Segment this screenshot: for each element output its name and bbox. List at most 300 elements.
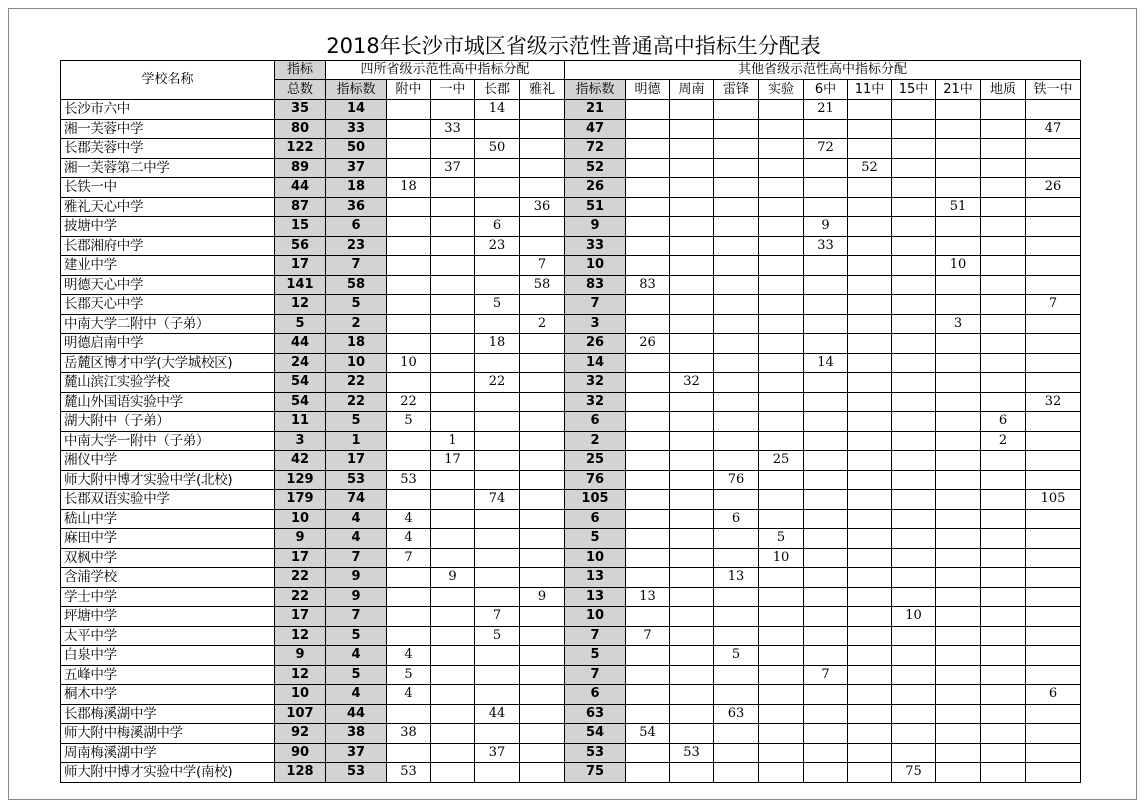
four-schools-cell <box>431 139 475 159</box>
other-schools-quota: 26 <box>565 178 626 198</box>
header-col-changjun: 长郡 <box>475 80 520 100</box>
four-schools-cell <box>520 451 565 471</box>
other-schools-cell <box>936 295 981 315</box>
four-schools-cell <box>475 763 520 783</box>
other-schools-quota: 7 <box>565 665 626 685</box>
table-row <box>61 763 1081 783</box>
four-schools-quota: 7 <box>326 548 387 568</box>
other-schools-cell: 53 <box>670 743 714 763</box>
four-schools-cell <box>520 490 565 510</box>
other-schools-cell <box>670 334 714 354</box>
header-col-shiyan: 实验 <box>759 80 804 100</box>
four-schools-cell <box>475 275 520 295</box>
other-schools-cell <box>1026 275 1081 295</box>
four-schools-cell: 5 <box>475 626 520 646</box>
other-schools-cell <box>1026 704 1081 724</box>
other-schools-cell <box>981 119 1026 139</box>
other-schools-quota: 75 <box>565 763 626 783</box>
other-schools-cell <box>804 509 848 529</box>
table-row <box>61 743 1081 763</box>
other-schools-cell <box>670 236 714 256</box>
other-schools-cell <box>714 412 759 432</box>
other-schools-cell <box>1026 256 1081 276</box>
other-schools-cell <box>670 626 714 646</box>
other-schools-cell <box>714 607 759 627</box>
other-schools-cell <box>1026 587 1081 607</box>
other-schools-cell <box>626 704 670 724</box>
four-schools-cell <box>475 646 520 666</box>
other-schools-cell <box>981 353 1026 373</box>
other-schools-cell <box>626 412 670 432</box>
total-quota: 54 <box>275 373 326 393</box>
four-schools-cell <box>475 256 520 276</box>
other-schools-cell <box>804 685 848 705</box>
other-schools-cell: 10 <box>892 607 936 627</box>
other-schools-cell <box>804 158 848 178</box>
other-schools-quota: 7 <box>565 626 626 646</box>
other-schools-cell <box>804 119 848 139</box>
four-schools-cell <box>520 236 565 256</box>
other-schools-cell <box>892 100 936 120</box>
four-schools-cell: 9 <box>520 587 565 607</box>
header-col-15zhong: 15中 <box>892 80 936 100</box>
other-schools-quota: 3 <box>565 314 626 334</box>
other-schools-cell <box>1026 724 1081 744</box>
header-count2: 指标数 <box>565 80 626 100</box>
other-schools-cell <box>936 646 981 666</box>
other-schools-cell <box>714 763 759 783</box>
other-schools-cell <box>714 158 759 178</box>
other-schools-cell <box>936 626 981 646</box>
other-schools-cell <box>714 314 759 334</box>
four-schools-cell <box>475 197 520 217</box>
other-schools-cell <box>848 665 892 685</box>
other-schools-cell <box>1026 646 1081 666</box>
other-schools-cell <box>848 236 892 256</box>
other-schools-cell: 75 <box>892 763 936 783</box>
four-schools-cell <box>431 353 475 373</box>
other-schools-cell <box>936 490 981 510</box>
other-schools-cell <box>892 548 936 568</box>
other-schools-cell <box>848 763 892 783</box>
other-schools-cell <box>981 392 1026 412</box>
other-schools-cell <box>1026 139 1081 159</box>
four-schools-cell <box>431 100 475 120</box>
other-schools-cell <box>759 100 804 120</box>
other-schools-cell: 3 <box>936 314 981 334</box>
table-row <box>61 373 1081 393</box>
header-col-dizhi: 地质 <box>981 80 1026 100</box>
other-schools-cell <box>759 256 804 276</box>
school-name: 坪塘中学 <box>61 607 275 627</box>
other-schools-cell <box>626 139 670 159</box>
school-name: 长沙市六中 <box>61 100 275 120</box>
other-schools-cell <box>848 373 892 393</box>
other-schools-quota: 32 <box>565 392 626 412</box>
other-schools-cell <box>804 587 848 607</box>
other-schools-cell <box>848 353 892 373</box>
total-quota: 122 <box>275 139 326 159</box>
four-schools-cell <box>520 139 565 159</box>
other-schools-cell <box>1026 529 1081 549</box>
other-schools-cell <box>1026 548 1081 568</box>
school-name: 太平中学 <box>61 626 275 646</box>
other-schools-cell <box>804 197 848 217</box>
other-schools-quota: 6 <box>565 412 626 432</box>
other-schools-cell <box>626 431 670 451</box>
other-schools-cell <box>848 548 892 568</box>
other-schools-cell: 13 <box>626 587 670 607</box>
other-schools-cell: 105 <box>1026 490 1081 510</box>
four-schools-quota: 58 <box>326 275 387 295</box>
other-schools-quota: 5 <box>565 529 626 549</box>
school-name: 长郡湘府中学 <box>61 236 275 256</box>
four-schools-cell <box>387 158 431 178</box>
other-schools-cell <box>936 412 981 432</box>
header-col-6zhong: 6中 <box>804 80 848 100</box>
four-schools-cell <box>475 412 520 432</box>
other-schools-cell <box>670 490 714 510</box>
other-schools-quota: 2 <box>565 431 626 451</box>
other-schools-cell <box>626 685 670 705</box>
other-schools-cell <box>804 704 848 724</box>
other-schools-cell <box>848 217 892 237</box>
four-schools-cell <box>431 470 475 490</box>
other-schools-cell <box>670 665 714 685</box>
four-schools-cell <box>520 470 565 490</box>
other-schools-cell <box>848 178 892 198</box>
other-schools-cell <box>670 529 714 549</box>
four-schools-cell <box>387 451 431 471</box>
other-schools-quota: 10 <box>565 607 626 627</box>
other-schools-cell <box>848 490 892 510</box>
other-schools-cell <box>936 119 981 139</box>
other-schools-cell <box>804 529 848 549</box>
other-schools-cell <box>981 763 1026 783</box>
other-schools-cell <box>759 724 804 744</box>
four-schools-quota: 9 <box>326 568 387 588</box>
other-schools-cell <box>804 295 848 315</box>
table-row <box>61 236 1081 256</box>
other-schools-cell <box>981 587 1026 607</box>
total-quota: 12 <box>275 626 326 646</box>
table-row <box>61 607 1081 627</box>
four-schools-cell <box>475 178 520 198</box>
other-schools-cell <box>936 334 981 354</box>
four-schools-cell <box>520 295 565 315</box>
other-schools-cell <box>848 470 892 490</box>
other-schools-cell <box>759 743 804 763</box>
total-quota: 12 <box>275 665 326 685</box>
four-schools-quota: 53 <box>326 470 387 490</box>
other-schools-cell <box>936 470 981 490</box>
other-schools-quota: 6 <box>565 509 626 529</box>
school-name: 长郡芙蓉中学 <box>61 139 275 159</box>
four-schools-cell: 38 <box>387 724 431 744</box>
other-schools-cell <box>626 314 670 334</box>
other-schools-cell <box>892 412 936 432</box>
total-quota: 90 <box>275 743 326 763</box>
school-name: 白泉中学 <box>61 646 275 666</box>
four-schools-cell <box>475 431 520 451</box>
four-schools-quota: 7 <box>326 256 387 276</box>
other-schools-cell <box>714 100 759 120</box>
other-schools-cell <box>848 704 892 724</box>
school-name: 长郡天心中学 <box>61 295 275 315</box>
four-schools-cell: 7 <box>520 256 565 276</box>
total-quota: 35 <box>275 100 326 120</box>
other-schools-cell <box>936 529 981 549</box>
four-schools-cell <box>520 431 565 451</box>
other-schools-cell <box>670 587 714 607</box>
other-schools-cell <box>714 236 759 256</box>
other-schools-cell <box>892 568 936 588</box>
other-schools-cell <box>892 256 936 276</box>
other-schools-cell <box>981 646 1026 666</box>
other-schools-cell <box>936 158 981 178</box>
other-schools-quota: 5 <box>565 646 626 666</box>
four-schools-quota: 36 <box>326 197 387 217</box>
other-schools-cell: 5 <box>714 646 759 666</box>
table-row <box>61 412 1081 432</box>
four-schools-cell <box>387 119 431 139</box>
other-schools-cell <box>759 295 804 315</box>
other-schools-cell <box>759 334 804 354</box>
other-schools-cell <box>714 529 759 549</box>
other-schools-cell <box>981 139 1026 159</box>
four-schools-cell: 4 <box>387 685 431 705</box>
other-schools-cell <box>804 724 848 744</box>
total-quota: 141 <box>275 275 326 295</box>
page-title: 2018年长沙市城区省级示范性普通高中指标生分配表 <box>326 34 821 58</box>
school-name: 麻田中学 <box>61 529 275 549</box>
other-schools-cell <box>670 256 714 276</box>
other-schools-cell <box>670 314 714 334</box>
other-schools-cell <box>981 256 1026 276</box>
header-col-leifeng: 雷锋 <box>714 80 759 100</box>
other-schools-quota: 63 <box>565 704 626 724</box>
other-schools-cell <box>759 139 804 159</box>
four-schools-cell <box>387 197 431 217</box>
other-schools-cell <box>759 568 804 588</box>
other-schools-cell <box>892 158 936 178</box>
other-schools-cell <box>936 178 981 198</box>
other-schools-cell <box>936 392 981 412</box>
header-col-yali: 雅礼 <box>520 80 565 100</box>
four-schools-cell <box>387 100 431 120</box>
other-schools-cell: 76 <box>714 470 759 490</box>
other-schools-cell <box>848 509 892 529</box>
other-schools-cell <box>670 704 714 724</box>
four-schools-cell <box>475 451 520 471</box>
four-schools-quota: 5 <box>326 665 387 685</box>
table-row <box>61 178 1081 198</box>
total-quota: 179 <box>275 490 326 510</box>
total-quota: 80 <box>275 119 326 139</box>
other-schools-cell <box>714 178 759 198</box>
other-schools-cell <box>892 334 936 354</box>
four-schools-cell <box>431 178 475 198</box>
other-schools-cell <box>936 431 981 451</box>
other-schools-cell <box>1026 100 1081 120</box>
header-col-mingde: 明德 <box>626 80 670 100</box>
other-schools-cell <box>848 431 892 451</box>
four-schools-cell: 36 <box>520 197 565 217</box>
four-schools-cell <box>387 626 431 646</box>
four-schools-cell <box>431 197 475 217</box>
four-schools-cell <box>520 763 565 783</box>
four-schools-cell: 53 <box>387 763 431 783</box>
other-schools-cell <box>848 646 892 666</box>
other-schools-cell <box>892 490 936 510</box>
table-row <box>61 139 1081 159</box>
four-schools-cell <box>475 392 520 412</box>
other-schools-cell <box>804 626 848 646</box>
other-schools-cell <box>714 392 759 412</box>
other-schools-cell <box>892 626 936 646</box>
four-schools-cell: 50 <box>475 139 520 159</box>
other-schools-cell <box>892 431 936 451</box>
other-schools-cell <box>1026 158 1081 178</box>
four-schools-cell <box>520 509 565 529</box>
other-schools-cell <box>759 685 804 705</box>
table-row <box>61 392 1081 412</box>
other-schools-cell <box>936 607 981 627</box>
table-row <box>61 626 1081 646</box>
other-schools-cell <box>670 685 714 705</box>
school-name: 麓山滨江实验学校 <box>61 373 275 393</box>
four-schools-cell <box>431 724 475 744</box>
four-schools-quota: 6 <box>326 217 387 237</box>
other-schools-cell <box>759 353 804 373</box>
four-schools-cell: 37 <box>475 743 520 763</box>
other-schools-cell <box>936 139 981 159</box>
four-schools-cell <box>520 685 565 705</box>
four-schools-cell <box>431 704 475 724</box>
table-body <box>61 100 1081 783</box>
four-schools-cell <box>431 587 475 607</box>
total-quota: 44 <box>275 334 326 354</box>
other-schools-cell <box>1026 373 1081 393</box>
total-quota: 128 <box>275 763 326 783</box>
four-schools-cell <box>431 743 475 763</box>
table-row <box>61 685 1081 705</box>
other-schools-cell <box>892 236 936 256</box>
other-schools-cell <box>670 217 714 237</box>
school-name: 披塘中学 <box>61 217 275 237</box>
other-schools-cell <box>936 236 981 256</box>
four-schools-cell: 4 <box>387 646 431 666</box>
other-schools-cell <box>981 373 1026 393</box>
other-schools-cell <box>892 451 936 471</box>
other-schools-cell <box>1026 217 1081 237</box>
four-schools-cell <box>475 119 520 139</box>
other-schools-cell <box>714 743 759 763</box>
four-schools-cell <box>475 665 520 685</box>
other-schools-cell <box>804 431 848 451</box>
four-schools-cell: 22 <box>475 373 520 393</box>
total-quota: 42 <box>275 451 326 471</box>
four-schools-cell <box>520 392 565 412</box>
school-name: 岳麓区博才中学(大学城校区) <box>61 353 275 373</box>
other-schools-quota: 83 <box>565 275 626 295</box>
other-schools-cell: 6 <box>1026 685 1081 705</box>
four-schools-cell <box>475 470 520 490</box>
header-total-line2: 总数 <box>275 80 326 100</box>
header-count1: 指标数 <box>326 80 387 100</box>
four-schools-cell <box>475 509 520 529</box>
four-schools-cell <box>431 412 475 432</box>
four-schools-quota: 5 <box>326 295 387 315</box>
school-name: 湘仪中学 <box>61 451 275 471</box>
four-schools-cell <box>431 509 475 529</box>
other-schools-cell <box>626 158 670 178</box>
header-school: 学校名称 <box>61 61 275 100</box>
other-schools-cell <box>714 548 759 568</box>
other-schools-cell <box>848 743 892 763</box>
four-schools-cell <box>387 275 431 295</box>
other-schools-cell <box>626 470 670 490</box>
other-schools-cell <box>848 568 892 588</box>
other-schools-cell <box>981 704 1026 724</box>
other-schools-cell <box>848 529 892 549</box>
other-schools-cell <box>759 373 804 393</box>
other-schools-quota: 105 <box>565 490 626 510</box>
other-schools-cell <box>670 451 714 471</box>
total-quota: 10 <box>275 685 326 705</box>
four-schools-cell <box>520 529 565 549</box>
four-schools-cell <box>520 353 565 373</box>
other-schools-cell <box>892 529 936 549</box>
other-schools-cell <box>848 314 892 334</box>
other-schools-cell <box>892 743 936 763</box>
four-schools-cell <box>520 100 565 120</box>
school-name: 建业中学 <box>61 256 275 276</box>
table-row <box>61 275 1081 295</box>
other-schools-cell <box>626 490 670 510</box>
other-schools-cell: 33 <box>804 236 848 256</box>
other-schools-quota: 25 <box>565 451 626 471</box>
four-schools-cell <box>520 119 565 139</box>
four-schools-quota: 17 <box>326 451 387 471</box>
other-schools-cell <box>936 548 981 568</box>
other-schools-cell <box>759 626 804 646</box>
school-name: 长郡双语实验中学 <box>61 490 275 510</box>
four-schools-quota: 22 <box>326 373 387 393</box>
table-row <box>61 470 1081 490</box>
four-schools-cell: 4 <box>387 509 431 529</box>
school-name: 桐木中学 <box>61 685 275 705</box>
four-schools-cell: 2 <box>520 314 565 334</box>
other-schools-cell <box>1026 470 1081 490</box>
other-schools-cell <box>804 392 848 412</box>
table-row <box>61 158 1081 178</box>
total-quota: 17 <box>275 548 326 568</box>
table-row <box>61 256 1081 276</box>
other-schools-cell <box>892 470 936 490</box>
total-quota: 12 <box>275 295 326 315</box>
four-schools-cell: 44 <box>475 704 520 724</box>
other-schools-cell <box>936 353 981 373</box>
four-schools-quota: 5 <box>326 626 387 646</box>
other-schools-cell <box>981 295 1026 315</box>
total-quota: 5 <box>275 314 326 334</box>
table-row <box>61 704 1081 724</box>
other-schools-cell <box>981 607 1026 627</box>
other-schools-cell: 52 <box>848 158 892 178</box>
four-schools-cell <box>431 217 475 237</box>
other-schools-cell <box>804 490 848 510</box>
